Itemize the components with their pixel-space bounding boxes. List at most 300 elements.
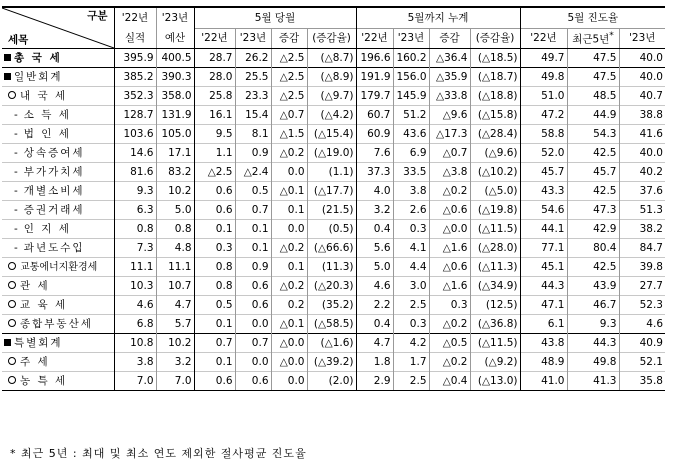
row-label-text: 개별소비세	[23, 184, 85, 197]
table-cell: 81.6	[114, 163, 156, 182]
col-23-sub: 예산	[156, 29, 194, 49]
table-cell: (△17.7)	[307, 182, 356, 201]
corner-header	[2, 7, 114, 49]
table-cell: 5.7	[156, 315, 194, 334]
table-cell: 45.7	[520, 163, 567, 182]
table-cell: 4.7	[156, 296, 194, 315]
table-cell: △0.2	[271, 239, 307, 258]
group-prog-header: 5월 진도율	[520, 7, 665, 29]
table-cell: 10.2	[156, 334, 194, 353]
table-cell: △0.7	[429, 144, 470, 163]
table-cell: 51.3	[619, 201, 665, 220]
row-label-text: 일반회계	[14, 70, 63, 83]
table-cell: 44.1	[520, 220, 567, 239]
table-row	[2, 220, 665, 239]
table-cell: 0.8	[194, 258, 235, 277]
table-cell: 160.2	[393, 49, 429, 68]
table-cell: 156.0	[393, 68, 429, 87]
table-cell: 0.1	[194, 315, 235, 334]
table-cell: 43.8	[520, 334, 567, 353]
table-cell: 23.3	[235, 87, 271, 106]
table-cell: 40.0	[619, 49, 665, 68]
table-cell: (21.5)	[307, 201, 356, 220]
recent5-label: 최근5년	[572, 33, 610, 46]
table-cell: (△11.3)	[470, 258, 520, 277]
table-cell: 6.3	[114, 201, 156, 220]
table-cell: △0.4	[429, 372, 470, 391]
table-cell: 37.3	[356, 163, 393, 182]
table-cell: (11.3)	[307, 258, 356, 277]
circle-bullet-icon	[8, 281, 16, 289]
col-22-sub: 실적	[114, 29, 156, 49]
table-cell: (△36.8)	[470, 315, 520, 334]
table-cell: (12.5)	[470, 296, 520, 315]
table-cell: 10.3	[114, 277, 156, 296]
table-cell: (△5.0)	[470, 182, 520, 201]
table-cell: 40.2	[619, 163, 665, 182]
prog-23-header: '23년	[619, 29, 665, 49]
table-cell: (△8.9)	[307, 68, 356, 87]
table-cell: △17.3	[429, 125, 470, 144]
circle-bullet-icon	[8, 300, 16, 308]
table-cell: △2.5	[271, 68, 307, 87]
table-cell: 48.5	[567, 87, 619, 106]
footnote: * 최근 5년 : 최대 및 최소 연도 제외한 절사평균 진도율	[10, 447, 307, 460]
table-cell: △0.5	[429, 334, 470, 353]
table-cell: 60.9	[356, 125, 393, 144]
table-cell: 131.9	[156, 106, 194, 125]
col-23-line1: '23년	[161, 12, 189, 25]
table-cell: 35.8	[619, 372, 665, 391]
table-cell: 10.7	[156, 277, 194, 296]
table-cell: 4.1	[393, 239, 429, 258]
row-label-text: 주 세	[20, 355, 50, 368]
table-cell: 4.6	[619, 315, 665, 334]
table-cell: 4.4	[393, 258, 429, 277]
table-cell: 52.3	[619, 296, 665, 315]
table-cell: 41.6	[619, 125, 665, 144]
row-label-text: 농 특 세	[20, 374, 68, 387]
table-cell: △0.7	[271, 106, 307, 125]
table-cell: 7.6	[356, 144, 393, 163]
table-cell: 2.6	[393, 201, 429, 220]
table-cell: 179.7	[356, 87, 393, 106]
table-cell: 196.6	[356, 49, 393, 68]
table-row	[2, 372, 665, 391]
table-cell: 358.0	[156, 87, 194, 106]
row-label	[2, 220, 114, 239]
table-cell: 2.2	[356, 296, 393, 315]
row-label	[2, 68, 114, 87]
table-body	[2, 49, 665, 391]
table-cell: 54.6	[520, 201, 567, 220]
table-cell: (△66.6)	[307, 239, 356, 258]
table-cell: 3.8	[114, 353, 156, 372]
table-row	[2, 201, 665, 220]
table-row	[2, 87, 665, 106]
table-cell: (0.5)	[307, 220, 356, 239]
table-cell: 5.6	[356, 239, 393, 258]
table-cell: 40.7	[619, 87, 665, 106]
table-cell: 0.6	[235, 296, 271, 315]
table-cell: 3.2	[156, 353, 194, 372]
circle-bullet-icon	[8, 91, 16, 99]
table-cell: 45.7	[567, 163, 619, 182]
circle-bullet-icon	[8, 376, 16, 384]
table-cell: 44.3	[567, 334, 619, 353]
table-cell: 4.7	[356, 334, 393, 353]
cum-change-header: 증감	[429, 29, 470, 49]
table-cell: 49.8	[520, 68, 567, 87]
table-cell: 49.8	[567, 353, 619, 372]
row-label-text: 소 득 세	[23, 108, 71, 121]
table-cell: 42.9	[567, 220, 619, 239]
table-cell: 385.2	[114, 68, 156, 87]
table-cell: 83.2	[156, 163, 194, 182]
table-cell: 3.2	[356, 201, 393, 220]
table-cell: △0.0	[271, 353, 307, 372]
table-cell: 47.3	[567, 201, 619, 220]
table-cell: 390.3	[156, 68, 194, 87]
table-cell: △2.4	[235, 163, 271, 182]
table-cell: 2.5	[393, 296, 429, 315]
row-label-text: 내 국 세	[20, 89, 68, 102]
table-cell: 1.1	[194, 144, 235, 163]
table-cell: 9.3	[114, 182, 156, 201]
row-label	[2, 87, 114, 106]
table-cell: 11.1	[114, 258, 156, 277]
table-cell: △9.6	[429, 106, 470, 125]
dash-bullet-icon: -	[14, 203, 20, 216]
table-cell: 43.9	[567, 277, 619, 296]
table-row	[2, 125, 665, 144]
row-label	[2, 277, 114, 296]
table-cell: 28.7	[194, 49, 235, 68]
table-cell: 54.3	[567, 125, 619, 144]
col-22-header	[114, 7, 156, 29]
row-label	[2, 258, 114, 277]
table-cell: 0.8	[194, 277, 235, 296]
table-cell: △0.2	[271, 277, 307, 296]
table-cell: 400.5	[156, 49, 194, 68]
table-cell: △0.1	[271, 315, 307, 334]
table-cell: (△28.0)	[470, 239, 520, 258]
col-22-line1: '22년	[121, 12, 149, 25]
table-cell: 395.9	[114, 49, 156, 68]
table-cell: 44.9	[567, 106, 619, 125]
table-cell: 77.1	[520, 239, 567, 258]
table-cell: 11.1	[156, 258, 194, 277]
table-cell: △35.9	[429, 68, 470, 87]
cum-rate-header: (증감율)	[470, 29, 520, 49]
table-cell: 42.5	[567, 182, 619, 201]
row-label	[2, 296, 114, 315]
group-may-header: 5월 당월	[194, 7, 356, 29]
table-cell: 41.0	[520, 372, 567, 391]
dash-bullet-icon: -	[14, 184, 20, 197]
circle-bullet-icon	[8, 357, 16, 365]
table-cell: 25.8	[194, 87, 235, 106]
tax-table	[2, 6, 665, 391]
dash-bullet-icon: -	[14, 165, 20, 178]
table-cell: 0.0	[271, 220, 307, 239]
table-cell: 0.7	[235, 201, 271, 220]
table-cell: 84.7	[619, 239, 665, 258]
table-cell: 7.0	[114, 372, 156, 391]
cum-22-header: '22년	[356, 29, 393, 49]
table-row	[2, 353, 665, 372]
row-label-text: 총 국 세	[14, 51, 62, 64]
row-label	[2, 353, 114, 372]
table-cell: △36.4	[429, 49, 470, 68]
table-cell: (△11.5)	[470, 220, 520, 239]
table-cell: 40.9	[619, 334, 665, 353]
table-row	[2, 182, 665, 201]
table-cell: △2.5	[271, 87, 307, 106]
table-cell: 28.0	[194, 68, 235, 87]
table-cell: 6.8	[114, 315, 156, 334]
table-row	[2, 144, 665, 163]
row-label-text: 교통에너지환경세	[20, 261, 98, 273]
table-cell: △0.0	[429, 220, 470, 239]
table-cell: △0.1	[271, 182, 307, 201]
table-cell: 26.2	[235, 49, 271, 68]
circle-bullet-icon	[8, 319, 16, 327]
table-cell: 0.4	[356, 220, 393, 239]
table-cell: △0.2	[429, 315, 470, 334]
table-cell: 0.0	[235, 353, 271, 372]
table-cell: 7.3	[114, 239, 156, 258]
table-cell: 0.0	[271, 163, 307, 182]
row-label	[2, 182, 114, 201]
table-cell: 1.7	[393, 353, 429, 372]
table-cell: 40.0	[619, 68, 665, 87]
table-cell: 0.1	[235, 239, 271, 258]
table-cell: 3.0	[393, 277, 429, 296]
table-row	[2, 68, 665, 87]
prog-recent5-header	[567, 29, 619, 49]
corner-bottom-label: 세목	[8, 33, 29, 46]
table-cell: 0.7	[235, 334, 271, 353]
table-row	[2, 106, 665, 125]
table-cell: 5.0	[156, 201, 194, 220]
table-cell: (△1.6)	[307, 334, 356, 353]
table-cell: 58.8	[520, 125, 567, 144]
table-row	[2, 334, 665, 353]
table-cell: △0.6	[429, 258, 470, 277]
may-change-header: 증감	[271, 29, 307, 49]
table-cell: 0.8	[114, 220, 156, 239]
cum-23-header: '23년	[393, 29, 429, 49]
table-cell: 37.6	[619, 182, 665, 201]
table-cell: 39.8	[619, 258, 665, 277]
table-cell: 145.9	[393, 87, 429, 106]
row-label-text: 교 육 세	[20, 298, 68, 311]
table-cell: (△34.9)	[470, 277, 520, 296]
table-row	[2, 315, 665, 334]
table-cell: 47.5	[567, 49, 619, 68]
table-cell: 6.9	[393, 144, 429, 163]
row-label	[2, 106, 114, 125]
table-cell: △1.6	[429, 277, 470, 296]
table-row	[2, 296, 665, 315]
table-row	[2, 258, 665, 277]
table-row	[2, 163, 665, 182]
table-cell: 44.3	[520, 277, 567, 296]
table-cell: 2.9	[356, 372, 393, 391]
row-label	[2, 334, 114, 353]
table-cell: 15.4	[235, 106, 271, 125]
table-cell: 0.3	[393, 315, 429, 334]
table-cell: 25.5	[235, 68, 271, 87]
corner-top-label: 구분	[87, 10, 108, 22]
table-cell: (△18.5)	[470, 49, 520, 68]
table-cell: 4.8	[156, 239, 194, 258]
row-label-text: 상속증여세	[23, 146, 85, 159]
table-cell: 0.9	[235, 258, 271, 277]
table-cell: (△20.3)	[307, 277, 356, 296]
table-cell: (△19.8)	[470, 201, 520, 220]
table-cell: △0.0	[271, 334, 307, 353]
table-cell: (△19.0)	[307, 144, 356, 163]
table-cell: △2.5	[271, 49, 307, 68]
prog-22-header: '22년	[520, 29, 567, 49]
table-cell: 38.2	[619, 220, 665, 239]
table-cell: 105.0	[156, 125, 194, 144]
table-cell: 0.0	[235, 315, 271, 334]
table-cell: △0.2	[429, 182, 470, 201]
table-cell: 51.2	[393, 106, 429, 125]
table-cell: (△4.2)	[307, 106, 356, 125]
table-cell: 14.6	[114, 144, 156, 163]
row-label	[2, 372, 114, 391]
row-label	[2, 125, 114, 144]
table-cell: 43.3	[520, 182, 567, 201]
dash-bullet-icon: -	[14, 222, 20, 235]
table-cell: 0.1	[271, 201, 307, 220]
table-cell: 47.1	[520, 296, 567, 315]
row-label	[2, 144, 114, 163]
table-cell: 0.6	[194, 372, 235, 391]
table-cell: (△28.4)	[470, 125, 520, 144]
table-cell: (△18.7)	[470, 68, 520, 87]
table-cell: 27.7	[619, 277, 665, 296]
group-cum-header: 5월까지 누계	[356, 7, 520, 29]
table-cell: 0.7	[194, 334, 235, 353]
table-cell: (△9.6)	[470, 144, 520, 163]
table-cell: 0.3	[393, 220, 429, 239]
row-label-text: 과년도수입	[23, 241, 85, 254]
dash-bullet-icon: -	[14, 108, 20, 121]
table-cell: 42.5	[567, 258, 619, 277]
table-cell: 60.7	[356, 106, 393, 125]
row-label-text: 증권거래세	[23, 203, 85, 216]
table-cell: 33.5	[393, 163, 429, 182]
table-cell: △1.6	[429, 239, 470, 258]
dash-bullet-icon: -	[14, 127, 20, 140]
table-cell: 0.6	[194, 201, 235, 220]
table-cell: 103.6	[114, 125, 156, 144]
dash-bullet-icon: -	[14, 241, 20, 254]
table-cell: 46.7	[567, 296, 619, 315]
table-cell: 0.9	[235, 144, 271, 163]
table-cell: (△15.8)	[470, 106, 520, 125]
table-cell: (△15.4)	[307, 125, 356, 144]
row-label	[2, 239, 114, 258]
table-cell: 42.5	[567, 144, 619, 163]
table-cell: 9.5	[194, 125, 235, 144]
table-cell: 49.7	[520, 49, 567, 68]
table-cell: 2.5	[393, 372, 429, 391]
table-cell: 10.2	[156, 182, 194, 201]
table-cell: 1.8	[356, 353, 393, 372]
table-cell: 52.0	[520, 144, 567, 163]
table-cell: 51.0	[520, 87, 567, 106]
table-cell: 0.0	[271, 372, 307, 391]
may-23-header: '23년	[235, 29, 271, 49]
table-cell: 0.5	[235, 182, 271, 201]
table-cell: 48.9	[520, 353, 567, 372]
table-cell: 0.6	[235, 372, 271, 391]
table-cell: (△10.2)	[470, 163, 520, 182]
square-bullet-icon	[4, 73, 11, 80]
table-cell: 4.2	[393, 334, 429, 353]
table-cell: (35.2)	[307, 296, 356, 315]
table-cell: 0.3	[429, 296, 470, 315]
table-cell: (△9.7)	[307, 87, 356, 106]
table-cell: 45.1	[520, 258, 567, 277]
row-label	[2, 163, 114, 182]
table-cell: 0.1	[271, 258, 307, 277]
col-23-header	[156, 7, 194, 29]
row-label	[2, 315, 114, 334]
table-cell: 0.6	[194, 182, 235, 201]
table-cell: 191.9	[356, 68, 393, 87]
table-cell: (1.1)	[307, 163, 356, 182]
table-cell: 0.5	[194, 296, 235, 315]
table-cell: 6.1	[520, 315, 567, 334]
row-label-text: 특별회계	[14, 336, 63, 349]
row-label-text: 관 세	[20, 279, 50, 292]
table-row	[2, 277, 665, 296]
row-label	[2, 49, 114, 68]
table-cell: 0.1	[194, 353, 235, 372]
table-cell: △0.2	[271, 144, 307, 163]
row-label-text: 법 인 세	[23, 127, 71, 140]
table-cell: 0.3	[194, 239, 235, 258]
table-cell: (△39.2)	[307, 353, 356, 372]
table-cell: 47.2	[520, 106, 567, 125]
table-cell: △0.2	[429, 353, 470, 372]
table-cell: (△11.5)	[470, 334, 520, 353]
table-cell: 3.8	[393, 182, 429, 201]
table-cell: △3.8	[429, 163, 470, 182]
row-label	[2, 201, 114, 220]
table-cell: 80.4	[567, 239, 619, 258]
circle-bullet-icon	[8, 262, 16, 270]
table-cell: △0.6	[429, 201, 470, 220]
table-cell: (△9.2)	[470, 353, 520, 372]
table-cell: 0.2	[271, 296, 307, 315]
table-cell: 0.1	[194, 220, 235, 239]
square-bullet-icon	[4, 54, 11, 61]
table-cell: 5.0	[356, 258, 393, 277]
table-cell: 17.1	[156, 144, 194, 163]
table-cell: 7.0	[156, 372, 194, 391]
may-22-header: '22년	[194, 29, 235, 49]
square-bullet-icon	[4, 339, 11, 346]
table-cell: 0.8	[156, 220, 194, 239]
